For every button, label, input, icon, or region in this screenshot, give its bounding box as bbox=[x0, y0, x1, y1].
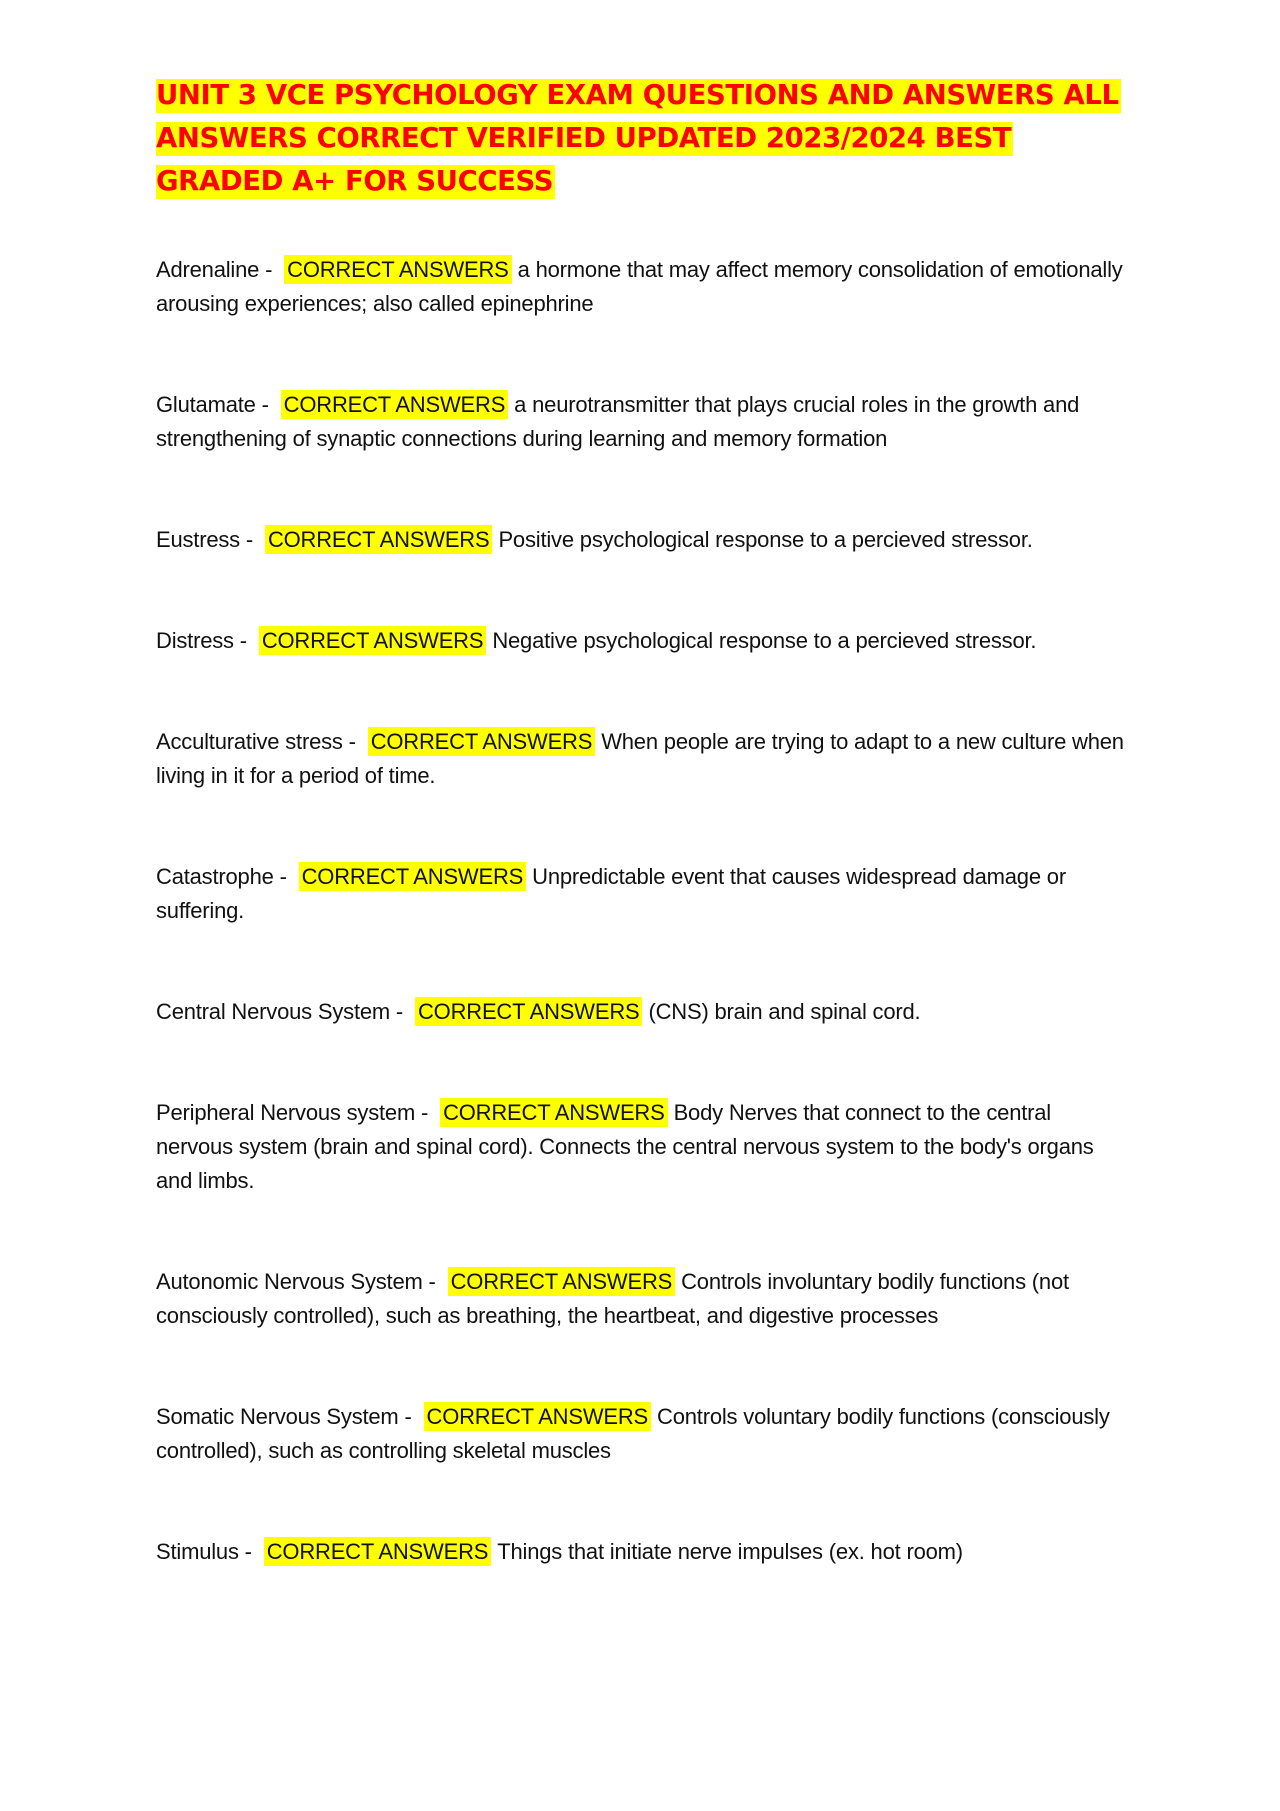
entry-term: Acculturative stress - bbox=[156, 729, 362, 754]
entry-definition: When people are trying to adapt to a new culture when living in it for a period of time. bbox=[156, 729, 1124, 788]
entry-term: Somatic Nervous System - bbox=[156, 1404, 418, 1429]
list-item bbox=[156, 1096, 1124, 1198]
entry-term: Autonomic Nervous System - bbox=[156, 1269, 442, 1294]
entry-definition: Body Nerves that connect to the central nervous system (brain and spinal cord). Connects the central nervous system to the body's organs and limbs. bbox=[156, 1100, 1094, 1193]
list-item bbox=[156, 860, 1124, 928]
correct-answers-tag: CORRECT ANSWERS bbox=[440, 1098, 668, 1127]
correct-answers-tag: CORRECT ANSWERS bbox=[424, 1402, 652, 1431]
entry-term: Catastrophe - bbox=[156, 864, 293, 889]
correct-answers-tag: CORRECT ANSWERS bbox=[368, 727, 596, 756]
entry-term: Peripheral Nervous system - bbox=[156, 1100, 435, 1125]
correct-answers-tag: CORRECT ANSWERS bbox=[281, 390, 509, 419]
document-title-text: UNIT 3 VCE PSYCHOLOGY EXAM QUESTIONS AND ANSWERS ALL ANSWERS CORRECT VERIFIED UPDATED 2023/2024 BEST GRADED A+ FOR SUCCESS bbox=[156, 79, 1119, 197]
entry-term: Glutamate - bbox=[156, 392, 275, 417]
entry-term: Stimulus - bbox=[156, 1539, 258, 1564]
list-item bbox=[156, 624, 1124, 658]
correct-answers-tag: CORRECT ANSWERS bbox=[299, 862, 527, 891]
list-item bbox=[156, 725, 1124, 793]
correct-answers-tag: CORRECT ANSWERS bbox=[264, 1537, 492, 1566]
entry-term: Eustress - bbox=[156, 527, 259, 552]
entry-definition: Controls involuntary bodily functions (not consciously controlled), such as breathing, the heartbeat, and digestive processes bbox=[156, 1269, 1069, 1328]
entry-term: Central Nervous System - bbox=[156, 999, 409, 1024]
correct-answers-tag: CORRECT ANSWERS bbox=[448, 1267, 676, 1296]
document-content bbox=[156, 74, 1124, 1636]
entry-term: Adrenaline - bbox=[156, 257, 279, 282]
entry-list bbox=[156, 253, 1124, 1569]
correct-answers-tag: CORRECT ANSWERS bbox=[259, 626, 487, 655]
entry-definition: a hormone that may affect memory consolidation of emotionally arousing experiences; also called epinephrine bbox=[156, 257, 1123, 316]
list-item bbox=[156, 1265, 1124, 1333]
correct-answers-tag: CORRECT ANSWERS bbox=[415, 997, 643, 1026]
list-item bbox=[156, 1400, 1124, 1468]
document-title bbox=[156, 74, 1124, 203]
list-item bbox=[156, 253, 1124, 321]
entry-definition: (CNS) brain and spinal cord. bbox=[648, 999, 921, 1024]
entry-definition: a neurotransmitter that plays crucial roles in the growth and strengthening of synaptic connections during learning and memory formation bbox=[156, 392, 1080, 451]
list-item bbox=[156, 523, 1124, 557]
entry-term: Distress - bbox=[156, 628, 253, 653]
entry-definition: Things that initiate nerve impulses (ex. hot room) bbox=[497, 1539, 963, 1564]
entry-definition: Unpredictable event that causes widespread damage or suffering. bbox=[156, 864, 1066, 923]
entry-definition: Controls voluntary bodily functions (consciously controlled), such as controlling skeletal muscles bbox=[156, 1404, 1110, 1463]
correct-answers-tag: CORRECT ANSWERS bbox=[284, 255, 512, 284]
correct-answers-tag: CORRECT ANSWERS bbox=[265, 525, 493, 554]
list-item bbox=[156, 995, 1124, 1029]
entry-definition: Negative psychological response to a percieved stressor. bbox=[492, 628, 1037, 653]
entry-definition: Positive psychological response to a percieved stressor. bbox=[498, 527, 1033, 552]
list-item bbox=[156, 1535, 1124, 1569]
list-item bbox=[156, 388, 1124, 456]
